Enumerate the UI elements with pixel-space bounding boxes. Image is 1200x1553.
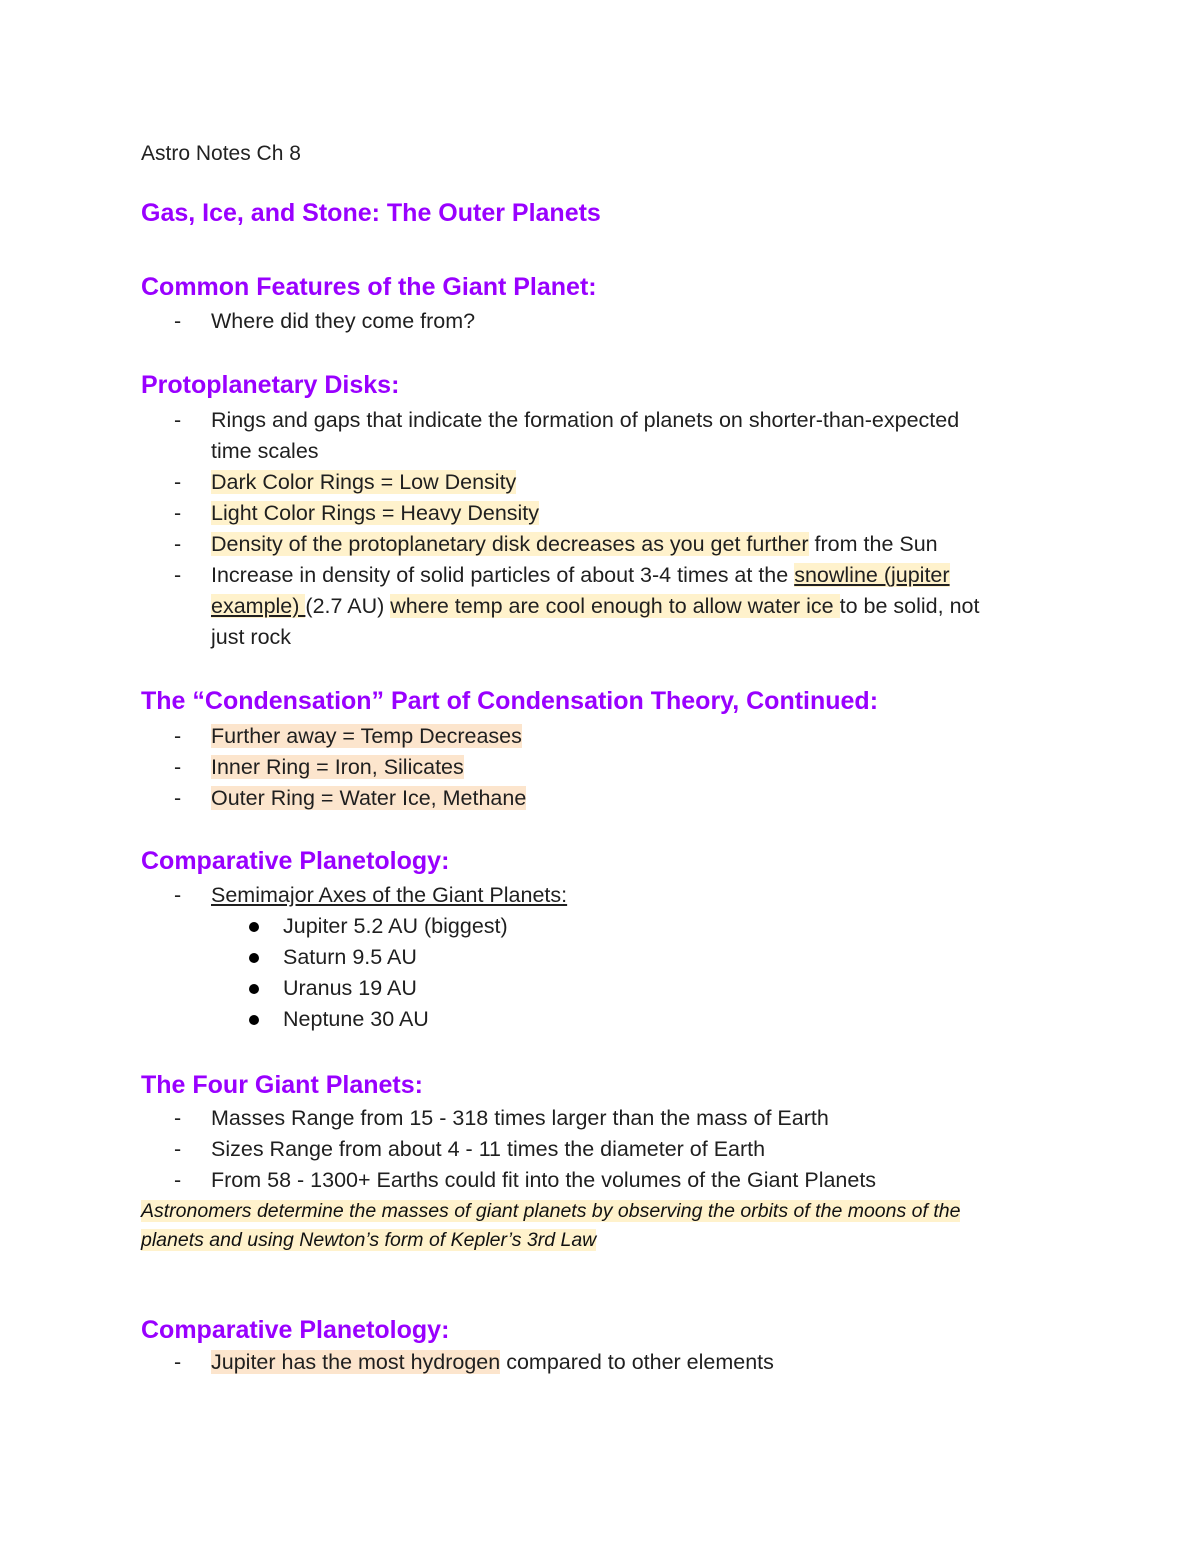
bullet-dash: - (174, 755, 182, 779)
bullet-dash: - (174, 309, 182, 333)
list-item (211, 1349, 774, 1376)
sub-list-item: Saturn 9.5 AU (283, 945, 417, 969)
list-item-text: to be solid, not (839, 594, 980, 618)
bullet-dash: - (174, 1350, 182, 1374)
list-item (211, 785, 526, 812)
bullet-dash: - (174, 1168, 182, 1192)
bullet-dot (249, 953, 259, 963)
italic-note-continued (141, 1228, 596, 1253)
list-item: Sizes Range from about 4 - 11 times the diameter of Earth (211, 1137, 766, 1161)
list-item-text: from the Sun (808, 532, 938, 556)
sub-list-item: Uranus 19 AU (283, 976, 417, 1000)
highlighted-text: Density of the protoplanetary disk decreases as you get further (211, 532, 809, 556)
bullet-dot (249, 1015, 259, 1025)
list-item-text: Increase in density of solid particles of about 3-4 times at the (211, 563, 795, 587)
section-heading-condensation: The “Condensation” Part of Condensation Theory, Continued: (141, 687, 879, 715)
list-item-text: compared to other elements (500, 1350, 774, 1374)
bullet-dash: - (174, 470, 182, 494)
bullet-dash: - (174, 532, 182, 556)
list-item (211, 469, 516, 496)
main-heading: Gas, Ice, and Stone: The Outer Planets (141, 199, 601, 227)
list-item-continued: time scales (211, 439, 319, 463)
highlighted-text: planets and using Newton’s form of Kepler’s 3rd Law (141, 1229, 597, 1251)
list-item (211, 500, 539, 527)
snowline-link-continued[interactable]: example) (211, 594, 306, 618)
bullet-dash: - (174, 501, 182, 525)
bullet-dash: - (174, 883, 182, 907)
section-heading-comparative-planetology: Comparative Planetology: (141, 847, 450, 875)
bullet-dash: - (174, 408, 182, 432)
list-item-text: (2.7 AU) (305, 594, 391, 618)
list-item: Where did they come from? (211, 309, 476, 333)
list-item (211, 531, 938, 558)
list-item (211, 723, 522, 750)
section-heading-common-features: Common Features of the Giant Planet: (141, 273, 597, 301)
highlighted-text: Further away = Temp Decreases (211, 724, 522, 748)
bullet-dash: - (174, 1106, 182, 1130)
list-item: Rings and gaps that indicate the formation of planets on shorter-than-expected (211, 408, 960, 432)
bullet-dot (249, 922, 259, 932)
sub-list-item: Neptune 30 AU (283, 1007, 429, 1031)
underlined-text: Semimajor Axes of the Giant Planets: (211, 883, 568, 907)
list-item (211, 754, 464, 781)
bullet-dash: - (174, 724, 182, 748)
bullet-dash: - (174, 786, 182, 810)
list-item-continued (211, 593, 979, 620)
section-heading-comparative-planetology-2: Comparative Planetology: (141, 1316, 450, 1344)
bullet-dot (249, 984, 259, 994)
document-title: Astro Notes Ch 8 (141, 142, 301, 165)
highlighted-text: Astronomers determine the masses of giant planets by observing the orbits of the moons of the (141, 1200, 961, 1222)
italic-note (141, 1199, 960, 1224)
highlighted-text: Light Color Rings = Heavy Density (211, 501, 540, 525)
highlighted-text: where temp are cool enough to allow water ice (390, 594, 840, 618)
highlighted-text: Jupiter has the most hydrogen (211, 1350, 501, 1374)
section-heading-four-giant-planets: The Four Giant Planets: (141, 1071, 423, 1099)
section-heading-protoplanetary-disks: Protoplanetary Disks: (141, 371, 400, 399)
list-item: From 58 - 1300+ Earths could fit into the volumes of the Giant Planets (211, 1168, 877, 1192)
list-item (211, 882, 567, 909)
sub-list-item: Jupiter 5.2 AU (biggest) (283, 914, 508, 938)
snowline-link[interactable]: snowline (jupiter (794, 563, 950, 587)
highlighted-text: Outer Ring = Water Ice, Methane (211, 786, 527, 810)
highlighted-text: Dark Color Rings = Low Density (211, 470, 517, 494)
bullet-dash: - (174, 563, 182, 587)
highlighted-text: Inner Ring = Iron, Silicates (211, 755, 464, 779)
list-item (211, 562, 950, 589)
list-item: Masses Range from 15 - 318 times larger than the mass of Earth (211, 1106, 829, 1130)
bullet-dash: - (174, 1137, 182, 1161)
list-item-continued: just rock (211, 625, 292, 649)
